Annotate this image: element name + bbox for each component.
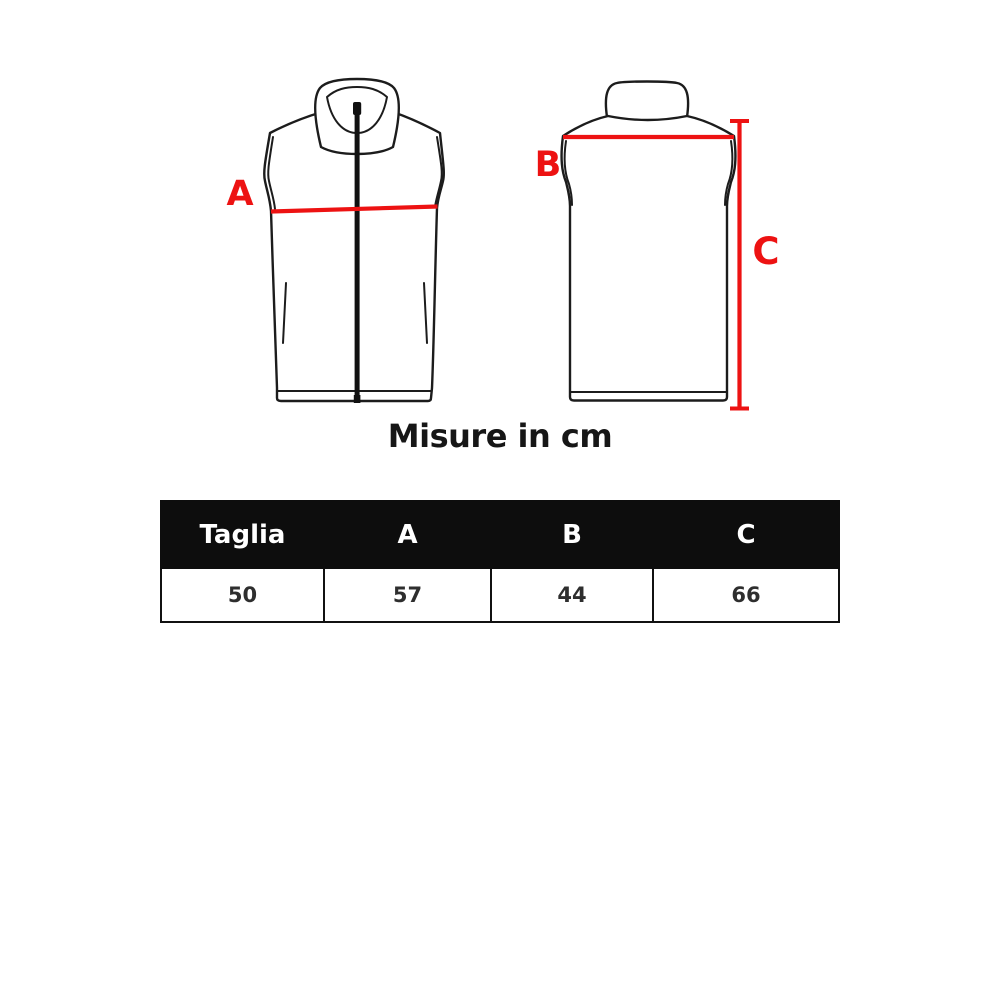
- vest-front-body-outline: [264, 112, 444, 401]
- size-table-cell-a: 57: [324, 568, 491, 622]
- zipper-track: [355, 111, 360, 397]
- vest-front-drawing: [226, 79, 443, 403]
- zipper-bottom-stop: [354, 395, 361, 403]
- zipper-pull: [353, 102, 361, 115]
- size-table-cell-taglia: 50: [161, 568, 324, 622]
- size-table-cell-c: 66: [653, 568, 839, 622]
- size-table-header-taglia: Taglia: [161, 501, 324, 568]
- vest-back-drawing: [535, 82, 780, 409]
- size-table-header-row: [161, 501, 839, 568]
- size-table-row: [161, 568, 839, 622]
- measure-label-c: C: [752, 230, 780, 273]
- size-table-header-a: A: [324, 501, 491, 568]
- size-table-header-b: B: [491, 501, 653, 568]
- measure-label-b: B: [534, 145, 562, 185]
- vest-back-collar: [606, 82, 688, 118]
- size-table-cell-b: 44: [491, 568, 653, 622]
- size-table-header-c: C: [653, 501, 839, 568]
- vest-back-body-outline: [562, 116, 736, 401]
- page-title: Misure in cm: [387, 417, 613, 455]
- vest-measurement-diagram: [0, 0, 1000, 470]
- measure-label-a: A: [226, 174, 254, 214]
- size-table: [160, 500, 840, 623]
